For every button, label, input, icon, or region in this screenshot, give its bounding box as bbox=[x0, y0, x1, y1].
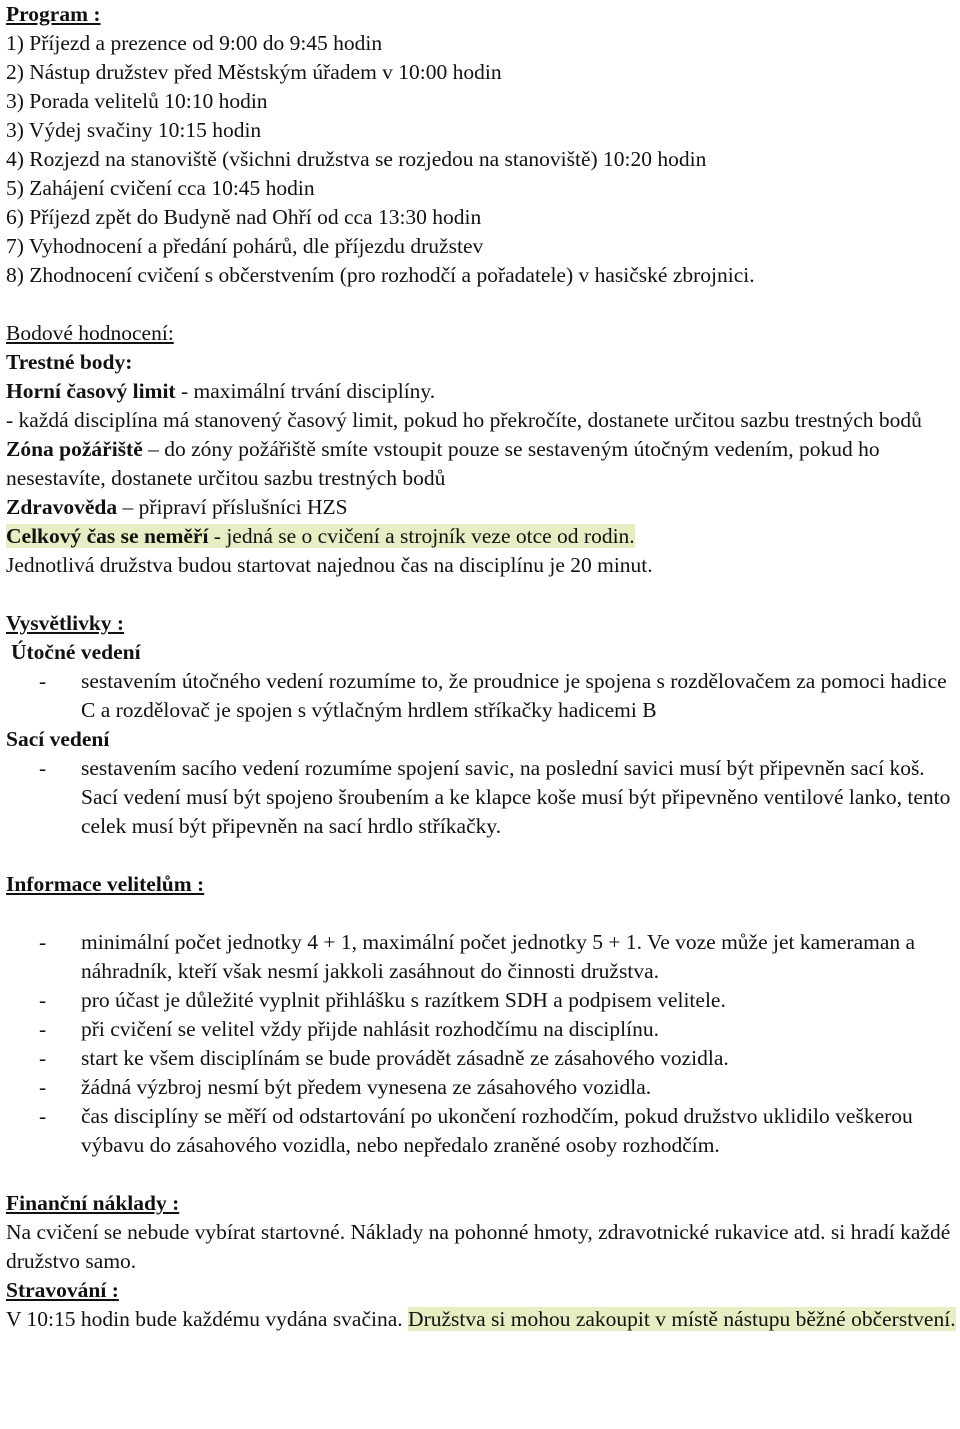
utocne-item bbox=[6, 667, 960, 725]
saci-heading: Sací vedení bbox=[6, 727, 110, 751]
informace-heading: Informace velitelům : bbox=[6, 872, 205, 896]
dash-bullet: - bbox=[39, 988, 47, 1012]
informace-item-text: start ke všem disciplínám se bude provádět zásadně ze zásahového vozidla. bbox=[81, 1046, 729, 1070]
informace-item-text: čas disciplíny se měří od odstartování po ukončení rozhodčím, pokud družstvo uklidilo veškerou výbavu do zásahového vozidla, nebo nepředalo zraněné osoby rozhodčím. bbox=[81, 1104, 913, 1157]
informace-item bbox=[6, 1073, 960, 1102]
limit-paragraph: - každá disciplína má stanovený časový limit, pokud ho překročíte, dostanete určitou sazbu trestných bodů bbox=[6, 408, 922, 432]
dash-bullet: - bbox=[39, 1046, 47, 1070]
zdravoveda-line bbox=[6, 493, 960, 522]
stravovani-paragraph bbox=[6, 1305, 960, 1334]
horni-limit-label: Horní časový limit bbox=[6, 379, 176, 403]
celkovy-cas-line bbox=[6, 522, 960, 551]
utocne-item-text: sestavením útočného vedení rozumíme to, že proudnice je spojena s rozdělovačem za pomoci hadice C a rozdělovač je spojen s výtlačným hrdlem stříkačky hadicemi B bbox=[81, 669, 947, 722]
financni-heading: Finanční náklady : bbox=[6, 1191, 180, 1215]
program-item: 3) Výdej svačiny 10:15 hodin bbox=[6, 118, 262, 142]
program-item: 6) Příjezd zpět do Budyně nad Ohří od cca 13:30 hodin bbox=[6, 205, 482, 229]
trestne-heading: Trestné body: bbox=[6, 350, 133, 374]
bodove-heading: Bodové hodnocení: bbox=[6, 321, 174, 345]
financni-text: Na cvičení se nebude vybírat startovné. Náklady na pohonné hmoty, zdravotnické rukavice atd. si hradí každé družstvo samo. bbox=[6, 1220, 951, 1273]
dash-bullet: - bbox=[39, 669, 47, 693]
horni-limit-text: - maximální trvání disciplíny. bbox=[175, 379, 436, 403]
program-item: 4) Rozjezd na stanoviště (všichni družstva se rozjedou na stanoviště) 10:20 hodin bbox=[6, 147, 707, 171]
informace-item bbox=[6, 1102, 960, 1160]
stravovani-highlight: Družstva si mohou zakoupit v místě nástupu běžné občerstvení. bbox=[408, 1307, 956, 1331]
informace-item bbox=[6, 986, 960, 1015]
program-item: 2) Nástup družstev před Městským úřadem v 10:00 hodin bbox=[6, 60, 502, 84]
stravovani-text: V 10:15 hodin bude každému vydána svačina. bbox=[6, 1307, 409, 1331]
utocne-heading: Útočné vedení bbox=[11, 640, 141, 664]
dash-bullet: - bbox=[39, 1104, 47, 1128]
zona-label: Zóna požářiště bbox=[6, 437, 143, 461]
program-item: 1) Příjezd a prezence od 9:00 do 9:45 hodin bbox=[6, 31, 383, 55]
saci-item-text: sestavením sacího vedení rozumíme spojení savic, na poslední savici musí být připevněn sací koš. Sací vedení musí být spojeno šroubením a ke klapce koše musí být připevněno ventilové lanko, tento celek musí být připevněn na sací hrdlo stříkačky. bbox=[81, 756, 951, 838]
dash-bullet: - bbox=[39, 930, 47, 954]
program-item: 7) Vyhodnocení a předání pohárů, dle příjezdu družstev bbox=[6, 234, 484, 258]
jednotliva-line: Jednotlivá družstva budou startovat najednou čas na disciplínu je 20 minut. bbox=[6, 553, 653, 577]
program-item: 5) Zahájení cvičení cca 10:45 hodin bbox=[6, 176, 315, 200]
vysvetlivky-heading: Vysvětlivky : bbox=[6, 611, 125, 635]
celkovy-cas-label: Celkový čas se neměří bbox=[6, 524, 209, 548]
informace-item-text: minimální počet jednotky 4 + 1, maximální počet jednotky 5 + 1. Ve voze může jet kameraman a náhradník, kteří však nesmí jakkoli zasáhnout do činnosti družstva. bbox=[81, 930, 916, 983]
zdravoveda-label: Zdravověda bbox=[6, 495, 118, 519]
dash-bullet: - bbox=[39, 1017, 47, 1041]
informace-item-text: pro účast je důležité vyplnit přihlášku s razítkem SDH a podpisem velitele. bbox=[81, 988, 726, 1012]
celkovy-cas-text: - jedná se o cvičení a strojník veze otce od rodin. bbox=[208, 524, 635, 548]
informace-item bbox=[6, 1015, 960, 1044]
zona-text: – do zóny požářiště smíte vstoupit pouze se sestaveným útočným vedením, pokud ho nesestavíte, dostanete určitou sazbu trestných bodů bbox=[6, 437, 880, 490]
saci-item bbox=[6, 754, 960, 841]
informace-item-text: při cvičení se velitel vždy přijde nahlásit rozhodčímu na disciplínu. bbox=[81, 1017, 659, 1041]
zdravoveda-text: – připraví příslušníci HZS bbox=[117, 495, 348, 519]
program-item: 3) Porada velitelů 10:10 hodin bbox=[6, 89, 268, 113]
informace-item bbox=[6, 1044, 960, 1073]
dash-bullet: - bbox=[39, 756, 47, 780]
informace-item-text: žádná výzbroj nesmí být předem vynesena ze zásahového vozidla. bbox=[81, 1075, 652, 1099]
dash-bullet: - bbox=[39, 1075, 47, 1099]
horni-limit-line bbox=[6, 377, 960, 406]
program-heading: Program : bbox=[6, 2, 101, 26]
stravovani-heading: Stravování : bbox=[6, 1278, 119, 1302]
zona-paragraph bbox=[6, 435, 960, 493]
informace-item bbox=[6, 928, 960, 986]
program-item: 8) Zhodnocení cvičení s občerstvením (pro rozhodčí a pořadatele) v hasičské zbrojnici. bbox=[6, 263, 755, 287]
